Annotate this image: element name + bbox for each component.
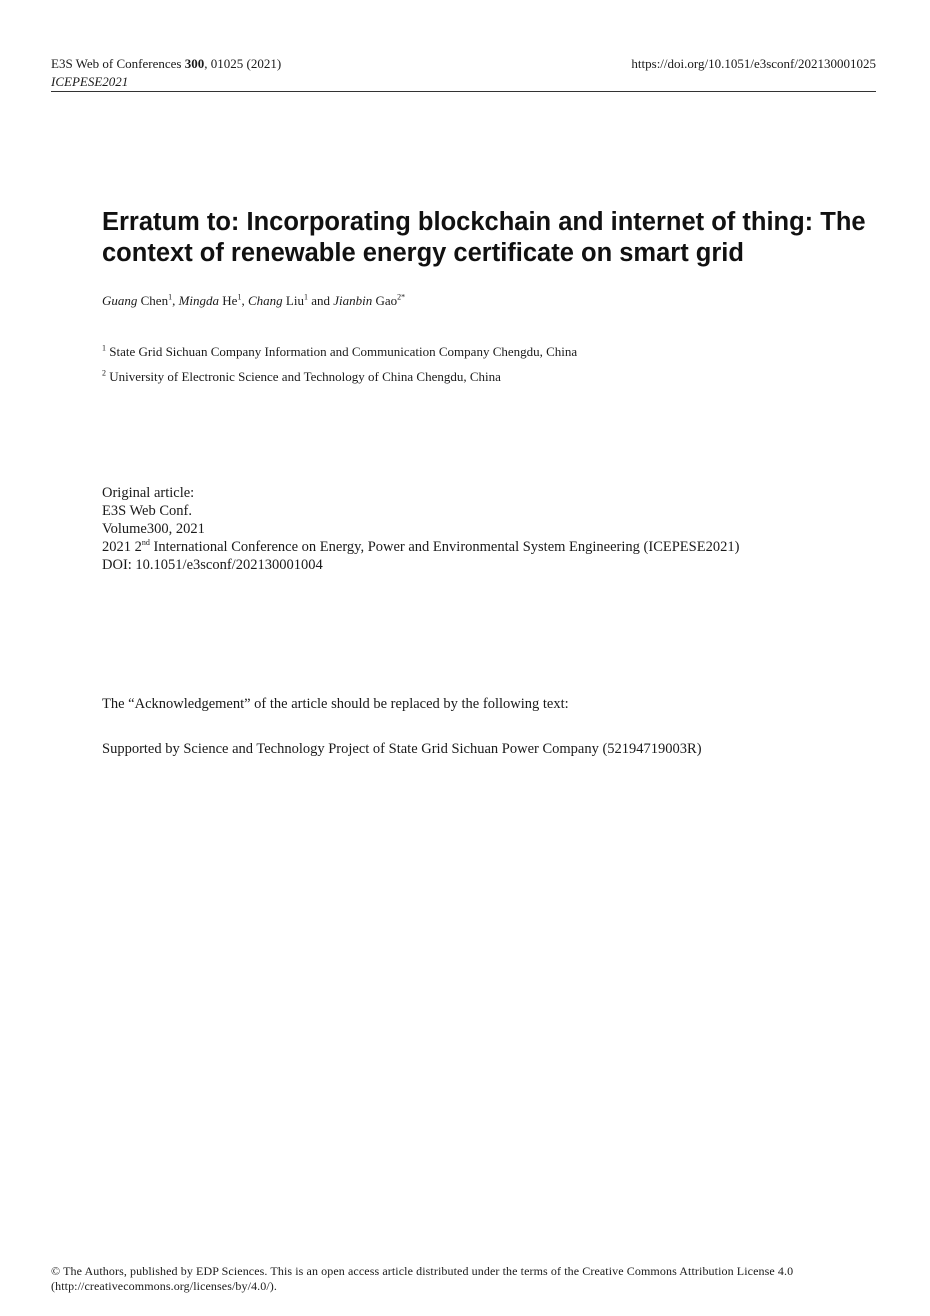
author-given-name: Jianbin: [333, 293, 373, 308]
conference-year: 2021 2: [102, 539, 142, 555]
author-family-name: Chen: [140, 293, 169, 308]
acknowledgement-text: Supported by Science and Technology Project of State Grid Sichuan Power Company (52194719003R): [102, 741, 702, 757]
affiliation-marker: 1: [168, 292, 173, 302]
paper-title: Erratum to: Incorporating blockchain and internet of thing: The context of renewable energy certificate on smart grid: [102, 208, 866, 267]
original-article-conference: [102, 538, 739, 556]
journal-volume: 300: [184, 56, 205, 71]
author-list: [102, 292, 405, 310]
license-footer: [51, 1264, 881, 1294]
author-given-name: Mingda: [178, 293, 220, 308]
affiliation-marker: 1: [303, 292, 308, 302]
original-article-journal: E3S Web Conf.: [102, 503, 192, 519]
doi-link[interactable]: https://doi.org/10.1051/e3sconf/202130001025: [631, 56, 876, 71]
author: [333, 293, 405, 308]
affiliation-marker: 2*: [397, 292, 406, 302]
conference-name: ICEPESE2021: [51, 74, 129, 89]
conference-title: International Conference on Energy, Power and Environmental System Engineering (ICEPESE2021): [149, 539, 740, 555]
author: [179, 293, 242, 308]
author-separator: and: [307, 293, 334, 308]
affiliation: [102, 343, 577, 361]
affiliation-marker: 1: [237, 292, 242, 302]
author-separator: ,: [172, 293, 179, 308]
affiliation-number: 2: [102, 368, 106, 378]
author-family-name: He: [222, 293, 238, 308]
article-number: , 01025 (2021): [204, 56, 282, 71]
running-header: [51, 55, 281, 91]
ordinal-suffix: nd: [141, 538, 150, 548]
author-family-name: Liu: [285, 293, 304, 308]
original-article-doi: DOI: 10.1051/e3sconf/202130001004: [102, 557, 323, 573]
original-article-block: [102, 484, 739, 574]
author: [248, 293, 308, 308]
header-rule: [51, 91, 876, 92]
license-line: © The Authors, published by EDP Sciences. This is an open access article distributed under the terms of the Creative Commons Attribution License 4.0: [51, 1264, 794, 1278]
author-separator: ,: [241, 293, 248, 308]
license-url[interactable]: (http://creativecommons.org/licenses/by/4.0/).: [51, 1279, 277, 1293]
affiliation-text: University of Electronic Science and Technology of China Chengdu, China: [109, 369, 501, 384]
author-given-name: Guang: [102, 293, 138, 308]
author-family-name: Gao: [375, 293, 398, 308]
erratum-instruction: The “Acknowledgement” of the article should be replaced by the following text:: [102, 696, 569, 712]
journal-citation: [51, 55, 281, 73]
original-article-label: Original article:: [102, 485, 195, 501]
affiliation: [102, 368, 501, 386]
affiliation-text: State Grid Sichuan Company Information and Communication Company Chengdu, China: [109, 344, 578, 359]
journal-prefix: E3S Web of Conferences: [51, 56, 185, 71]
affiliation-number: 1: [102, 343, 106, 353]
author-given-name: Chang: [247, 293, 283, 308]
author: [102, 293, 172, 308]
original-article-volume: Volume300, 2021: [102, 521, 205, 537]
